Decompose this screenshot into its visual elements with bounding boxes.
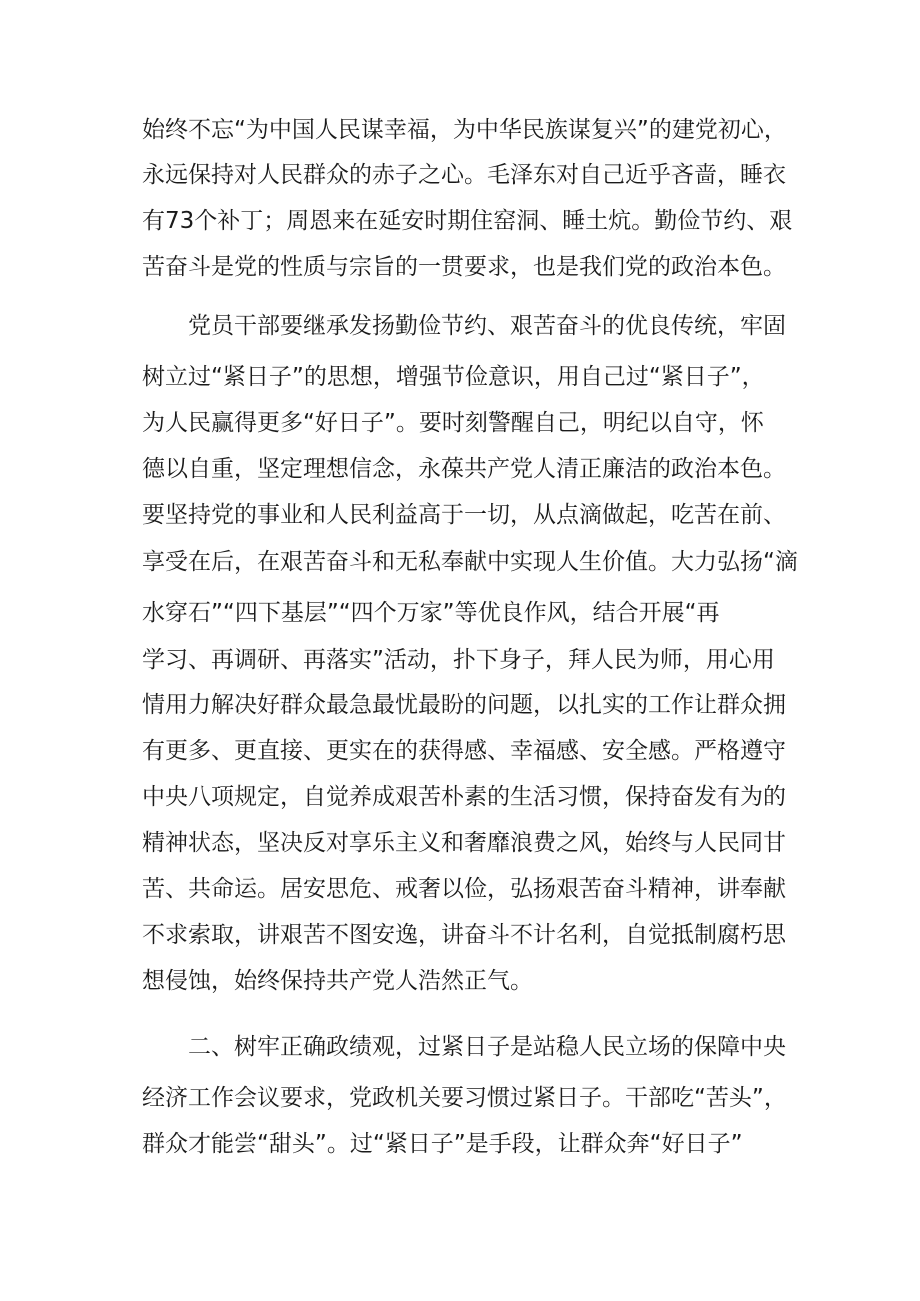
paragraph-3-line-2: 经济工作会议要求，党政机关要习惯过紧日子。干部吃“苦头”， [142,1085,787,1111]
paragraph-1-line-1: 始终不忘“为中国人民谋幸福，为中华民族谋复兴”的建党初心， [142,117,787,143]
paragraph-2-line-3: 为人民赢得更多“好日子”。要时刻警醒自己，明纪以自守，怀 [142,410,764,436]
paragraph-2-line-14: 不求索取，讲艰苦不图安逸，讲奋斗不计名利，自觉抵制腐朽思 [142,922,786,948]
paragraph-2-line-2: 树立过“紧日子”的思想，增强节俭意识，用自己过“紧日子”， [142,364,765,390]
paragraph-2-line-9: 情用力解决好群众最急最忧最盼的问题，以扎实的工作让群众拥 [142,692,786,718]
paragraph-2-line-7: 水穿石”“四下基层”“四个万家”等优良作风，结合开展“再 [142,600,720,626]
paragraph-2-line-11: 中央八项规定，自觉养成艰苦朴素的生活习惯，保持奋发有为的 [142,784,786,810]
paragraph-2-line-13: 苦、共命运。居安思危、戒奢以俭，弘扬艰苦奋斗精神，讲奉献 [142,876,786,902]
paragraph-2-line-10: 有更多、更直接、更实在的获得感、幸福感、安全感。严格遵守 [142,738,786,764]
paragraph-2-line-4: 德以自重，坚定理想信念，永葆共产党人清正廉洁的政治本色。 [142,456,786,482]
paragraph-2-line-1: 党员干部要继承发扬勤俭节约、艰苦奋斗的优良传统，牢固 [188,313,786,339]
paragraph-1-line-3: 有73个补丁；周恩来在延安时期住窑洞、睡土炕。勤俭节约、艰 [142,208,793,234]
paragraph-2-line-6: 享受在后，在艰苦奋斗和无私奉献中实现人生价值。大力弘扬“滴 [142,549,798,575]
paragraph-1-line-2: 永远保持对人民群众的赤子之心。毛泽东对自己近乎吝啬，睡衣 [142,162,786,188]
paragraph-2-line-5: 要坚持党的事业和人民利益高于一切，从点滴做起，吃苦在前、 [142,502,786,528]
paragraph-3-line-1: 二、树牢正确政绩观，过紧日子是站稳人民立场的保障中央 [188,1034,786,1060]
paragraph-2-line-12: 精神状态，坚决反对享乐主义和奢靡浪费之风，始终与人民同甘 [142,830,786,856]
paragraph-1-line-4: 苦奋斗是党的性质与宗旨的一贯要求，也是我们党的政治本色。 [142,254,786,280]
paragraph-2-line-8: 学习、再调研、再落实”活动，扑下身子，拜人民为师，用心用 [142,647,775,673]
paragraph-2-line-15: 想侵蚀，始终保持共产党人浩然正气。 [142,968,533,994]
paragraph-3-line-3: 群众才能尝“甜头”。过“紧日子”是手段，让群众奔“好日子” [142,1131,743,1157]
